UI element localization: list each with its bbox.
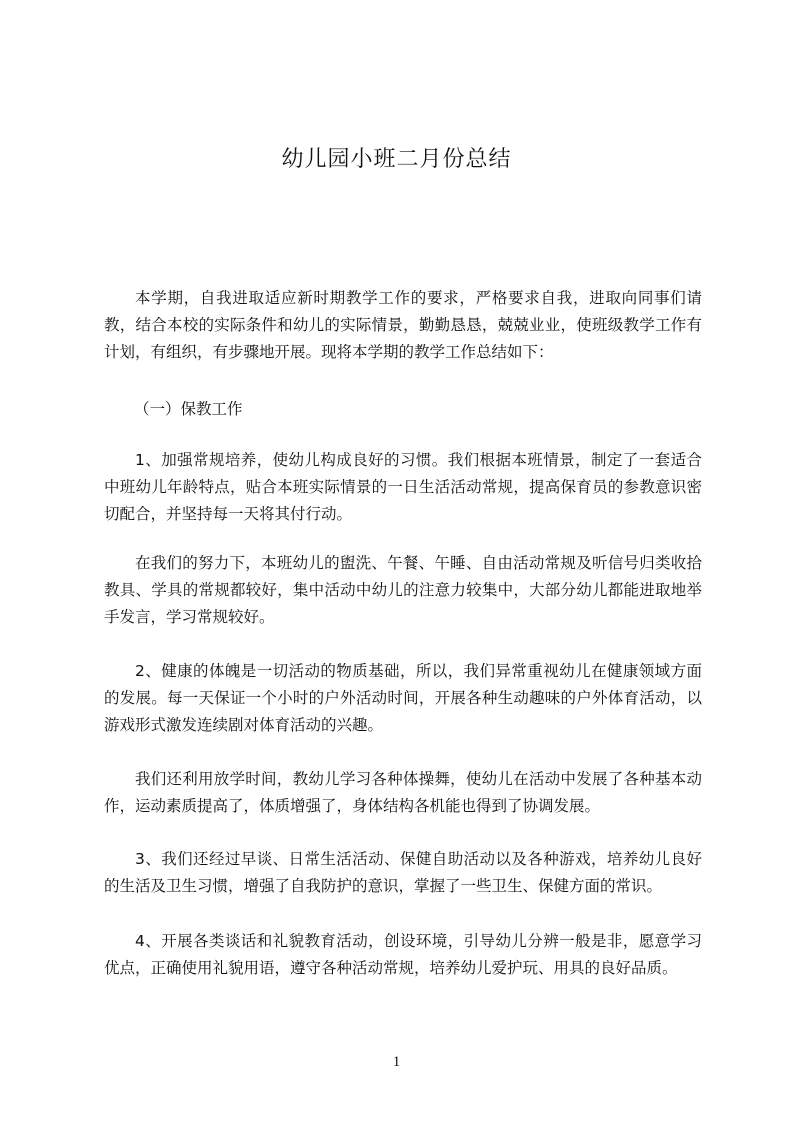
section-heading: （一）保教工作 <box>134 400 243 418</box>
paragraph-2: 在我们的努力下，本班幼儿的盥洗、午餐、午睡、自由活动常规及听信号归类收拾教具、学具的常规都较好，集中活动中幼儿的注意力较集中，大部分幼儿都能进取地举手发言，学习常规较好。 <box>104 554 702 626</box>
page-title: 幼儿园小班二月份总结 <box>281 147 512 172</box>
paragraph-6: 4、开展各类谈话和礼貌教育活动，创设环境，引导幼儿分辨一般是非，愿意学习优点，正确使用礼貌用语，遵守各种活动常规，培养幼儿爱护玩、用具的良好品质。 <box>104 932 702 977</box>
page-number: 1 <box>392 1054 401 1070</box>
intro-paragraph: 本学期，自我进取适应新时期教学工作的要求，严格要求自我，进取向同事们请教，结合本校的实际条件和幼儿的实际情景，勤勤恳恳，兢兢业业，使班级教学工作有计划，有组织，有步骤地开展。现将本学期的教学工作总结如下： <box>104 289 702 361</box>
paragraph-1: 1、加强常规培养，使幼儿构成良好的习惯。我们根据本班情景，制定了一套适合中班幼儿年龄特点，贴合本班实际情景的一日生活活动常规，提高保育员的参教意识密切配合，并坚持每一天将其付行动。 <box>104 451 702 523</box>
paragraph-3: 2、健康的体魄是一切活动的物质基础，所以，我们异常重视幼儿在健康领域方面的发展。每一天保证一个小时的户外活动时间，开展各种生动趣味的户外体育活动，以游戏形式激发连续剧对体育活动的兴趣。 <box>104 662 702 734</box>
paragraph-4: 我们还利用放学时间，教幼儿学习各种体操舞，使幼儿在活动中发展了各种基本动作，运动素质提高了，体质增强了，身体结构各机能也得到了协调发展。 <box>104 770 702 815</box>
paragraph-5: 3、我们还经过早谈、日常生活活动、保健自助活动以及各种游戏，培养幼儿良好的生活及卫生习惯，增强了自我防护的意识，掌握了一些卫生、保健方面的常识。 <box>104 850 702 895</box>
